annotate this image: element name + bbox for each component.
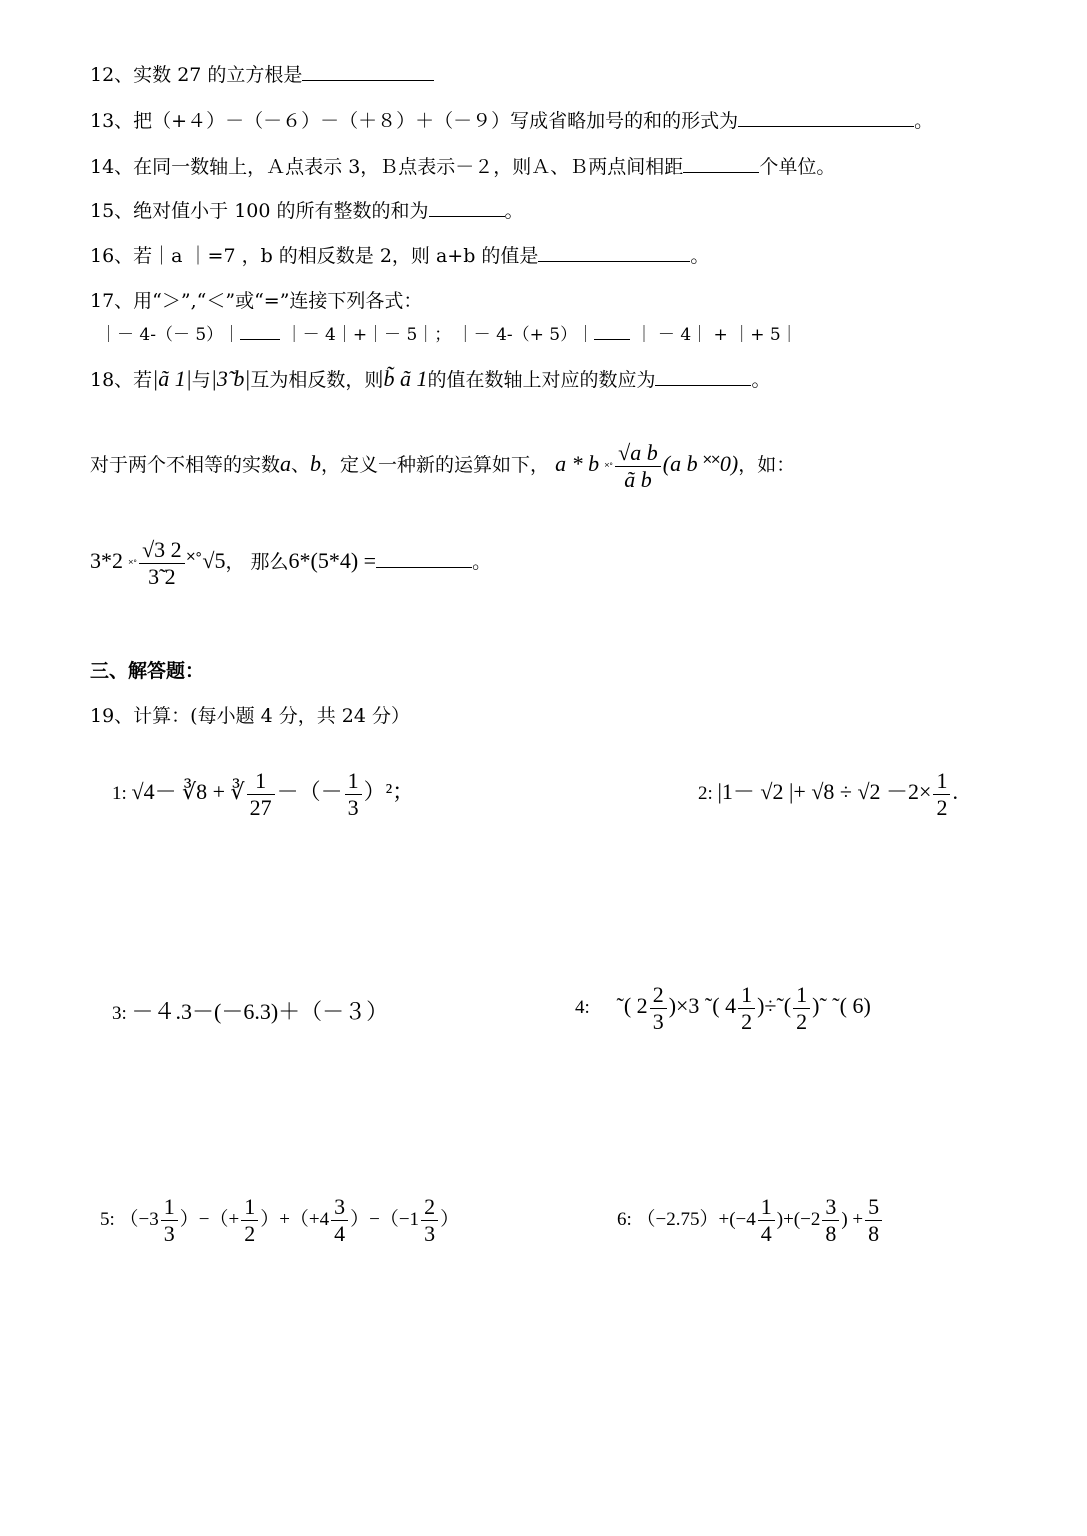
problem-2-f-num: 1 [933,768,950,795]
problem-6-term-b: )+(−2 [776,1208,821,1230]
problem-1-f1-num: 1 [247,768,275,795]
question-13 [90,108,933,134]
problem-6-fraction-3 [865,1194,882,1247]
problem-6-label: 6: [617,1208,632,1230]
example-fraction [139,537,185,590]
definition-line [90,438,795,493]
answer-blank-13[interactable] [738,108,914,127]
problem-5-fraction-2 [241,1194,258,1247]
question-18-expr-1: |ã 1| [152,366,192,391]
problem-4-f3-den: 2 [796,1009,808,1034]
problem-3-label: 3: [112,1003,127,1024]
problem-6 [617,1194,884,1247]
question-16 [90,243,709,269]
example-operator: ˟˚ [128,557,138,571]
question-17-comparisons [100,321,798,348]
answer-blank-18[interactable] [655,367,751,386]
answer-blank-14[interactable] [683,154,759,173]
definition-lhs: a * b [555,451,605,476]
problem-5-f4-num: 2 [421,1194,438,1221]
problem-4-fraction-1 [650,982,667,1035]
problem-5-f3-num: 3 [331,1194,348,1221]
question-13-end: 。 [914,110,934,132]
example-text: ， 那么 [225,551,289,573]
question-12 [90,62,434,88]
problem-4-term-a: ˜( 2 [616,992,648,1018]
problem-1 [112,768,414,821]
problem-5-fraction-4 [421,1194,438,1247]
definition-condition: (a b ˟˟0) [662,451,739,476]
answer-blank-17b[interactable] [594,321,630,340]
answer-blank-15[interactable] [429,198,505,217]
question-15 [90,198,524,224]
question-16-end: 。 [690,245,710,267]
definition-numerator: √a b [615,440,661,467]
definition-var-b: b [310,451,322,476]
problem-1-label: 1: [112,782,127,804]
comparison-expr-a: ｜－ 4-（－ 5）｜ [100,325,241,345]
definition-var-a: a [280,451,292,476]
problem-4-f3-num: 1 [793,982,810,1009]
answer-blank-definition[interactable] [376,549,472,568]
problem-6-f3-num: 5 [865,1194,882,1221]
problem-6-f1-num: 1 [758,1194,775,1221]
question-12-text: 12、实数 27 的立方根是 [90,64,303,86]
problem-2-term-a: |1－ √2 |+ √8 ÷ √2 －2× [717,778,932,804]
problem-5-term-b: ）−（+ [179,1208,240,1230]
answer-blank-16[interactable] [538,243,690,262]
answer-blank-17a[interactable] [240,321,280,340]
comparison-expr-c: ｜－ 4-（+ 5）｜ [456,325,595,345]
problem-5-f4-den: 3 [424,1221,436,1246]
problem-6-fraction-2 [822,1194,839,1247]
question-18-text-3: 的值在数轴上对应的数应为 [427,369,656,391]
question-14-text: 14、在同一数轴上，Ａ点表示 3，Ｂ点表示－２，则Ａ、Ｂ两点间相距 [90,156,684,178]
question-18-end: 。 [751,369,771,391]
problem-2-fraction [933,768,950,821]
problem-5-fraction-1 [161,1194,178,1247]
comparison-expr-b: ｜－ 4｜+｜－ 5｜； [285,325,452,345]
problem-4-fraction-2 [738,982,755,1035]
question-19: 19、计算：(每小题 4 分，共 24 分） [90,705,411,727]
question-17-text: 17、用“＞”,“＜”或“=”连接下列各式： [90,290,423,312]
example-numerator: √3 2 [139,537,185,564]
answer-blank-12[interactable] [302,62,434,81]
problem-5 [100,1194,459,1247]
problem-5-f2-num: 1 [241,1194,258,1221]
problem-5-term-c: ）+（+4 [260,1208,330,1230]
problem-4-term-c: )÷˜( [757,992,792,1018]
problem-6-f3-den: 8 [868,1221,880,1246]
problem-5-f1-num: 1 [161,1194,178,1221]
problem-6-term-a: （−2.75）+(−4 [636,1208,756,1230]
problem-5-f1-den: 3 [163,1221,175,1246]
problem-3 [112,995,388,1026]
example-question: 6*(5*4) = [288,548,377,573]
example-line: 3*2 ˟˚ $\frac{√3 2}{3̃ 2}$ ˟˚√5， 那么6*(5*4) = 。 [90,536,492,589]
problem-5-term-e: ） [440,1208,460,1230]
definition-text-3: ，如： [738,454,796,476]
question-15-text: 15、绝对值小于 100 的所有整数的和为 [90,200,429,222]
problem-1-term-d: ）²； [363,778,415,804]
problem-4-f1-num: 2 [650,982,667,1009]
problem-4-f1-den: 3 [652,1009,664,1034]
definition-separator: 、 [291,454,311,476]
example-lhs: 3*2 [90,548,129,573]
problem-5-f2-den: 2 [244,1221,256,1246]
problem-6-fraction-1 [758,1194,775,1247]
problem-5-label: 5: [100,1208,115,1230]
definition-text-2: ，定义一种新的运算如下， [321,454,550,476]
problem-5-fraction-3 [331,1194,348,1247]
problem-4 [575,982,871,1035]
definition-fraction [615,440,661,493]
problem-1-fraction-2 [345,768,362,821]
problem-4-fraction-3 [793,982,810,1035]
problem-4-f2-num: 1 [738,982,755,1009]
problem-5-term-d: ）−（−1 [350,1208,420,1230]
problem-5-term-a: （−3 [119,1208,159,1230]
problem-1-f2-den: 3 [347,795,359,820]
question-18-expr-3: b̃ ã 1 [383,366,428,391]
problem-2-label: 2: [698,782,713,804]
problem-1-term-b: － ∛8 + ∛ [154,778,245,804]
question-18-text-2: 互为相反数，则 [250,369,384,391]
comparison-expr-d: ｜ － 4｜ + ｜+ 5｜ [635,325,798,345]
question-18-expr-2: |3̃ b| [210,366,251,391]
problem-1-f2-num: 1 [345,768,362,795]
problem-3-expression: －４.3－(－6.3)＋（－３） [131,999,389,1024]
problem-6-term-c: ) + [841,1208,864,1230]
problem-6-f2-num: 3 [822,1194,839,1221]
definition-denominator: ã b [624,466,652,492]
section-title: 三、解答题： [90,660,205,682]
problem-1-fraction-1 [247,768,275,821]
problem-4-term-d: )˜ ˜( 6) [812,992,871,1018]
question-15-end: 。 [504,200,524,222]
problem-6-f1-den: 4 [760,1221,772,1246]
example-denominator: 3̃ 2 [148,563,176,589]
problem-6-f2-den: 8 [825,1221,837,1246]
question-17 [90,288,422,314]
question-18 [90,366,770,393]
problem-1-f1-den: 27 [249,795,272,820]
problem-4-f2-den: 2 [741,1009,753,1034]
problem-4-term-b: )×3 ˜( 4 [668,992,737,1018]
example-result: ˟˚√5 [186,548,226,573]
problem-2-f-den: 2 [936,795,948,820]
question-14 [90,154,835,180]
problem-4-label: 4: [575,996,590,1018]
question-18-mid: 与 [191,369,211,391]
problem-5-f3-den: 4 [334,1221,346,1246]
problem-1-term-a: √4 [131,778,155,804]
problem-1-term-c: －（－ [276,778,343,804]
question-14-end: 个单位。 [759,156,836,178]
question-13-text: 13、把（+４）－（－６）－（＋８）＋（－９）写成省略加号的和的形式为 [90,110,739,132]
question-16-text: 16、若｜a ｜=7 ，b 的相反数是 2，则 a+b 的值是 [90,245,539,267]
problem-2-end: . [952,778,958,804]
question-18-prefix: 18、若 [90,369,153,391]
definition-operator: ˟˚ [604,460,614,474]
definition-text-1: 对于两个不相等的实数 [90,454,281,476]
problem-2 [698,768,958,821]
